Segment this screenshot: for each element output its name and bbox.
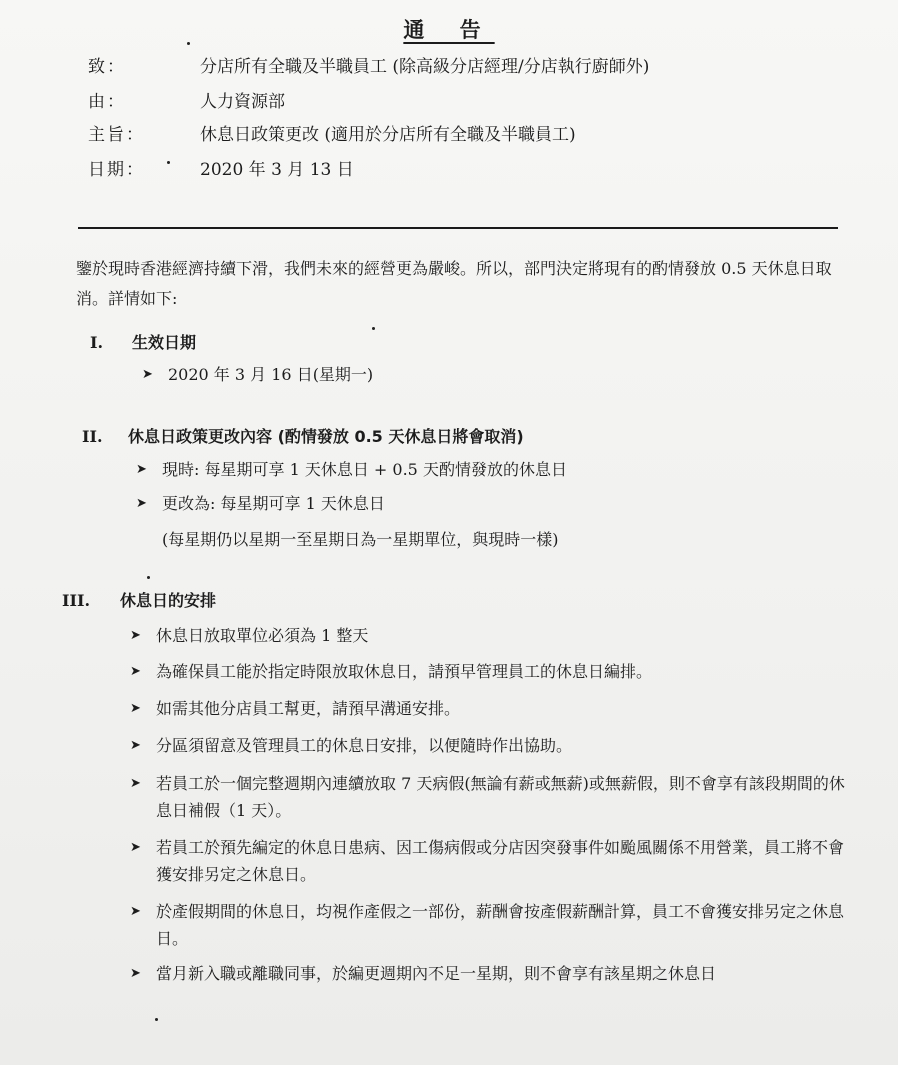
meta-subject bbox=[88, 122, 576, 148]
arrow-bullet-icon: ➤ bbox=[130, 840, 141, 855]
scan-speck bbox=[372, 327, 375, 330]
meta-from-label: 由： bbox=[88, 92, 126, 112]
list-item-text: 現時: 每星期可享 1 天休息日 + 0.5 天酌情發放的休息日 bbox=[162, 460, 567, 479]
section-3-heading bbox=[62, 588, 216, 611]
section-2-heading bbox=[82, 424, 524, 447]
list-item-text: 如需其他分店員工幫更，請預早溝通安排。 bbox=[156, 699, 461, 718]
notice-title: 通 告 bbox=[403, 17, 495, 42]
section-2-note: (每星期仍以星期一至星期日為一星期單位，與現時一樣) bbox=[162, 530, 559, 549]
list-item bbox=[130, 834, 850, 888]
list-item-text: 休息日放取單位必須為 1 整天 bbox=[156, 626, 369, 645]
list-item-text: 若員工於預先編定的休息日患病、因工傷病假或分店因突發事件如颱風關係不用營業，員工將不會獲安排另定之休息日。 bbox=[156, 838, 845, 884]
scan-speck bbox=[187, 42, 190, 45]
list-item-text: 於產假期間的休息日，均視作產假之一部份，薪酬會按產假薪酬計算，員工不會獲安排另定之休息日。 bbox=[156, 902, 845, 948]
list-item bbox=[130, 898, 850, 952]
section-1-heading bbox=[90, 330, 196, 353]
arrow-bullet-icon: ➤ bbox=[130, 664, 141, 679]
list-item-text: 若員工於一個完整週期內連續放取 7 天病假(無論有薪或無薪)或無薪假，則不會享有該段期間的休息日補假（1 天）。 bbox=[156, 774, 845, 820]
section-2-title: 休息日政策更改內容 (酌情發放 0.5 天休息日將會取消) bbox=[128, 427, 524, 446]
meta-date-value: 2020 年 3 月 13 日 bbox=[200, 160, 354, 180]
meta-to-value: 分店所有全職及半職員工 (除高級分店經理/分店執行廚師外) bbox=[200, 57, 650, 77]
list-item bbox=[130, 622, 368, 649]
meta-to bbox=[88, 54, 649, 80]
intro-paragraph: 鑒於現時香港經濟持續下滑，我們未來的經營更為嚴峻。所以，部門決定將現有的酌情發放 0.5 天休息日取消。詳情如下: bbox=[76, 259, 832, 308]
meta-to-label: 致： bbox=[88, 57, 126, 77]
list-item bbox=[130, 732, 572, 759]
arrow-bullet-icon: ➤ bbox=[130, 966, 141, 981]
section-2-number: II. bbox=[82, 427, 103, 446]
section-1-number: I. bbox=[90, 333, 104, 352]
list-item-text: 更改為: 每星期可享 1 天休息日 bbox=[162, 494, 385, 513]
meta-date bbox=[88, 157, 354, 183]
header-divider bbox=[78, 227, 838, 229]
meta-subject-label: 主旨： bbox=[88, 125, 145, 145]
arrow-bullet-icon: ➤ bbox=[130, 628, 141, 643]
list-item-text: 當月新入職或離職同事，於編更週期內不足一星期，則不會享有該星期之休息日 bbox=[156, 964, 717, 983]
meta-from bbox=[88, 89, 285, 115]
list-item-text: 為確保員工能於指定時限放取休息日，請預早管理員工的休息日編排。 bbox=[156, 662, 653, 681]
section-3-number: III. bbox=[62, 591, 91, 610]
meta-from-value: 人力資源部 bbox=[200, 92, 285, 112]
meta-subject-value: 休息日政策更改 (適用於分店所有全職及半職員工) bbox=[200, 125, 576, 145]
arrow-bullet-icon: ➤ bbox=[142, 367, 153, 382]
meta-date-label: 日期： bbox=[88, 160, 145, 180]
scan-speck bbox=[167, 161, 170, 164]
list-item bbox=[142, 361, 373, 388]
list-item bbox=[130, 960, 850, 987]
list-item bbox=[130, 658, 652, 685]
list-item-text: 分區須留意及管理員工的休息日安排，以便隨時作出協助。 bbox=[156, 736, 573, 755]
section-3-title: 休息日的安排 bbox=[120, 591, 217, 610]
list-item bbox=[136, 456, 567, 483]
arrow-bullet-icon: ➤ bbox=[136, 496, 147, 511]
arrow-bullet-icon: ➤ bbox=[130, 701, 141, 716]
list-item bbox=[130, 695, 460, 722]
arrow-bullet-icon: ➤ bbox=[130, 738, 141, 753]
section-1-title: 生效日期 bbox=[132, 333, 197, 352]
list-item-text: 2020 年 3 月 16 日(星期一) bbox=[168, 365, 374, 384]
scan-speck bbox=[155, 1018, 158, 1021]
list-item bbox=[130, 770, 850, 824]
arrow-bullet-icon: ➤ bbox=[130, 776, 141, 791]
list-item bbox=[136, 490, 385, 517]
arrow-bullet-icon: ➤ bbox=[130, 904, 141, 919]
scan-speck bbox=[147, 576, 150, 579]
arrow-bullet-icon: ➤ bbox=[136, 462, 147, 477]
